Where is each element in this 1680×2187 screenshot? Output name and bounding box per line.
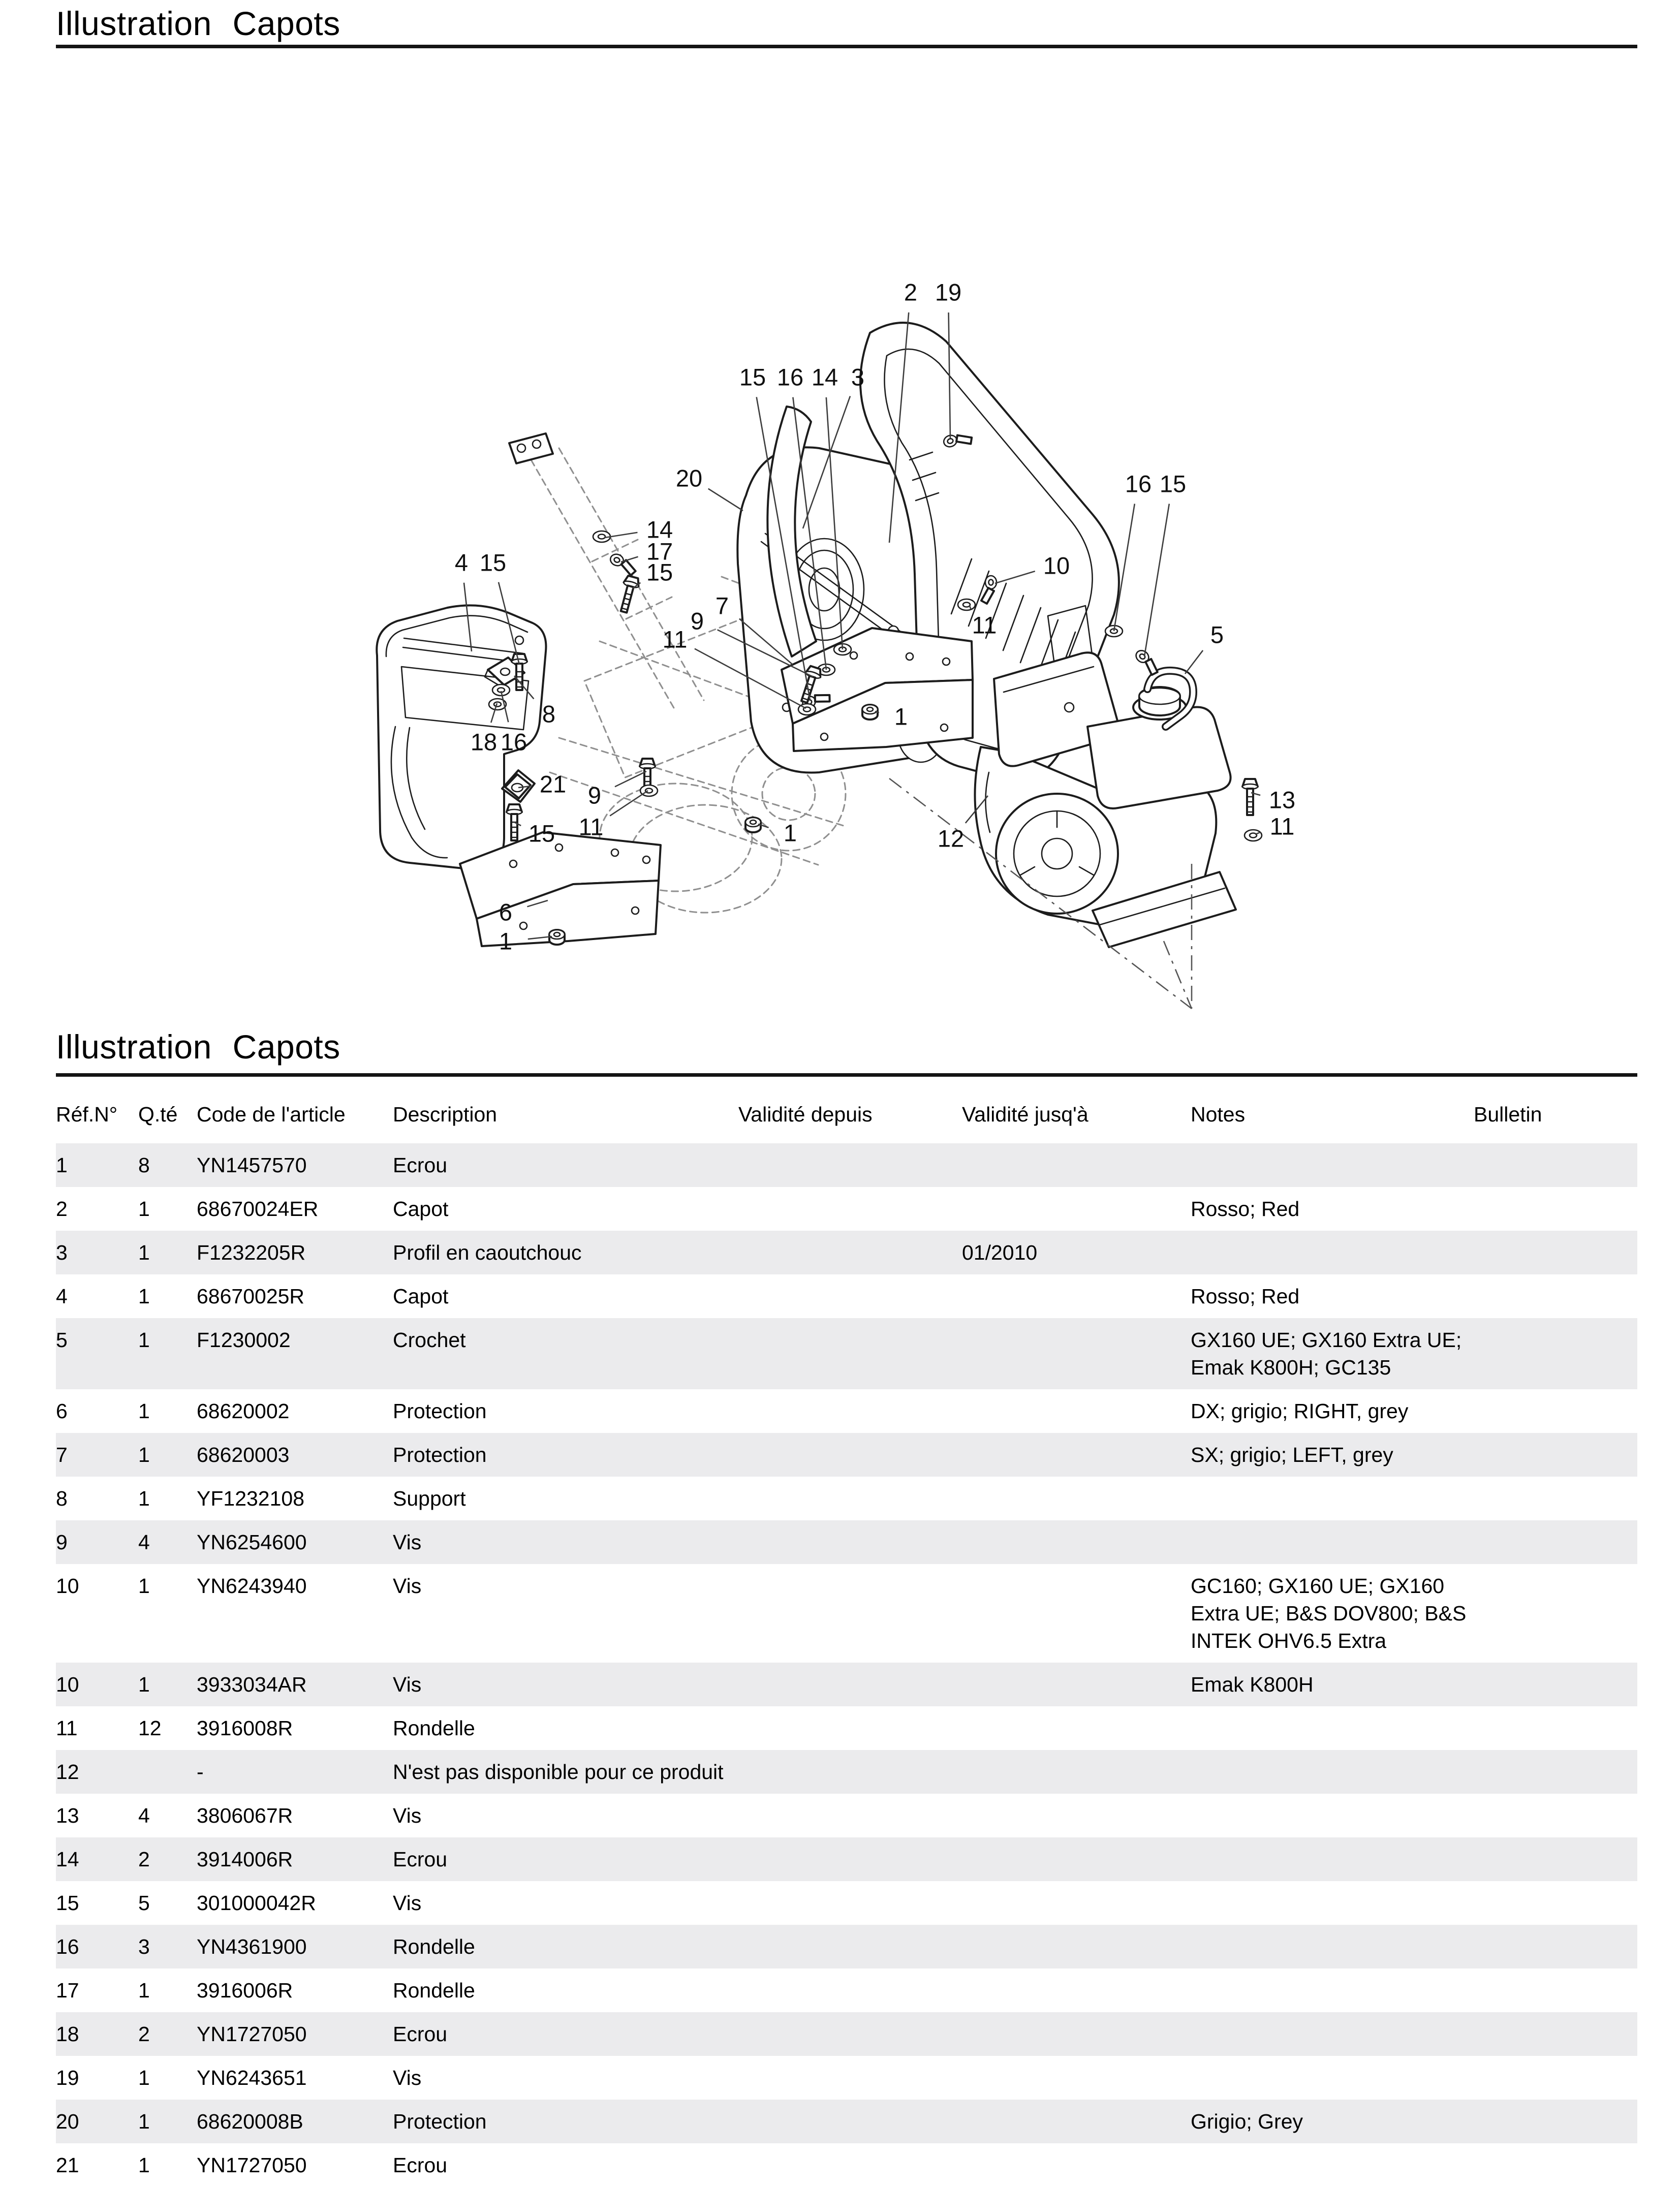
callout-number: 16	[776, 363, 804, 391]
callout-number: 3	[851, 363, 865, 391]
callout-number: 19	[935, 278, 962, 306]
cell-notes: SX; grigio; LEFT, grey	[1191, 1443, 1393, 1466]
cell-description: Vis	[393, 1673, 422, 1696]
cell-ref: 10	[56, 1574, 79, 1598]
cell-notes	[1191, 1750, 1474, 1794]
callout-number: 14	[811, 363, 838, 391]
cell-ref: 9	[56, 1530, 68, 1554]
cell-code: 301000042R	[197, 1891, 316, 1915]
cell-code: YN4361900	[197, 1935, 307, 1958]
cell-valid-to	[962, 1274, 1191, 1318]
cell-ref: 6	[56, 1399, 68, 1423]
table-row	[56, 1274, 1637, 1318]
table-row	[56, 1750, 1637, 1794]
table-row	[56, 1433, 1637, 1477]
cell-bulletin	[1474, 2100, 1637, 2143]
cell-code: 3916006R	[197, 1979, 293, 2002]
cell-description: Capot	[393, 1197, 449, 1221]
cell-notes	[1191, 1837, 1474, 1881]
cell-bulletin	[1474, 1706, 1637, 1750]
cell-notes	[1191, 1925, 1474, 1969]
cell-ref: 11	[56, 1716, 78, 1740]
cell-code: 3933034AR	[197, 1673, 307, 1696]
cell-ref: 5	[56, 1328, 68, 1352]
cell-valid-from	[738, 1969, 962, 2012]
cell-ref: 10	[56, 1673, 79, 1696]
cell-code: YN6243651	[197, 2066, 307, 2089]
cell-code: -	[197, 1760, 204, 1784]
exploded-diagram-canvas	[0, 51, 1680, 1019]
cell-qty: 1	[138, 2153, 150, 2177]
cell-qty: 1	[138, 1574, 150, 1598]
callout-leader-line	[708, 489, 743, 511]
cell-qty: 1	[138, 1399, 150, 1423]
cell-ref: 15	[56, 1891, 79, 1915]
cell-valid-to	[962, 1520, 1191, 1564]
callout-number: 15	[1159, 470, 1187, 497]
table-row	[56, 1794, 1637, 1837]
cell-qty: 1	[138, 1487, 150, 1510]
cell-qty: 3	[138, 1935, 150, 1958]
cell-notes	[1191, 2056, 1474, 2100]
cell-bulletin	[1474, 1520, 1637, 1564]
callout-number: 4	[454, 549, 469, 576]
cell-code: YN1727050	[197, 2153, 307, 2177]
table-header-row	[56, 1098, 1637, 1143]
cell-bulletin	[1474, 1389, 1637, 1433]
callout-number: 15	[739, 363, 766, 391]
cell-valid-to	[962, 2143, 1191, 2187]
cell-valid-from	[738, 1433, 962, 1477]
cell-qty: 4	[138, 1530, 150, 1554]
cell-notes	[1191, 1231, 1474, 1274]
callout-number: 15	[479, 549, 507, 576]
table-row	[56, 1231, 1637, 1274]
table-row	[56, 1969, 1637, 2012]
cell-valid-to: 01/2010	[962, 1241, 1038, 1264]
cell-code: YF1232108	[197, 1487, 305, 1510]
table-row	[56, 1520, 1637, 1564]
cell-description: Protection	[393, 1399, 487, 1423]
cell-valid-to	[962, 1881, 1191, 1925]
table-row	[56, 2100, 1637, 2143]
cell-code: 68670024ER	[197, 1197, 319, 1221]
cell-bulletin	[1474, 1274, 1637, 1318]
cell-description: Profil en caoutchouc	[393, 1241, 582, 1264]
table-row	[56, 1564, 1637, 1663]
cell-bulletin	[1474, 1881, 1637, 1925]
cell-qty: 1	[138, 1285, 150, 1308]
col-header-code: Code de l'article	[197, 1103, 346, 1126]
cell-ref: 7	[56, 1443, 68, 1466]
cell-description: Ecrou	[393, 1848, 448, 1871]
cell-ref: 20	[56, 2110, 79, 2133]
callout-number: 7	[715, 592, 729, 619]
cell-bulletin	[1474, 2056, 1637, 2100]
cell-description: Vis	[393, 1530, 422, 1554]
cell-valid-to	[962, 2100, 1191, 2143]
cell-description: N'est pas disponible pour ce produit	[393, 1760, 724, 1784]
cell-code: YN1457570	[197, 1153, 307, 1177]
cell-description: Ecrou	[393, 2022, 448, 2046]
exploded-diagram	[0, 51, 1680, 1019]
table-row	[56, 1837, 1637, 1881]
cell-qty: 4	[138, 1804, 150, 1827]
col-header-ref: Réf.N°	[56, 1103, 118, 1126]
callout-number: 13	[1268, 786, 1296, 814]
cell-code: 68670025R	[197, 1285, 305, 1308]
cell-description: Ecrou	[393, 2153, 448, 2177]
horizontal-rule	[56, 1073, 1637, 1077]
cell-valid-from	[738, 2012, 962, 2056]
cell-valid-to	[962, 1318, 1191, 1389]
cell-notes: DX; grigio; RIGHT, grey	[1191, 1399, 1409, 1423]
cell-notes	[1191, 1477, 1474, 1520]
cell-code: YN6254600	[197, 1530, 307, 1554]
callout-number: 21	[539, 770, 567, 798]
cell-bulletin	[1474, 2143, 1637, 2187]
cell-bulletin	[1474, 1143, 1637, 1187]
cell-bulletin	[1474, 1564, 1637, 1663]
cell-valid-from	[738, 1925, 962, 1969]
callout-number: 16	[1125, 470, 1152, 497]
cell-valid-from	[738, 1706, 962, 1750]
callout-number: 9	[690, 607, 704, 635]
cell-bulletin	[1474, 1231, 1637, 1274]
cell-bulletin	[1474, 1187, 1637, 1231]
cell-notes: Rosso; Red	[1191, 1197, 1300, 1221]
cell-valid-from	[738, 1794, 962, 1837]
callout-number: 5	[1210, 621, 1224, 648]
callout-number: 11	[578, 813, 604, 840]
cell-code: 3806067R	[197, 1804, 293, 1827]
cell-qty: 1	[138, 1443, 150, 1466]
cell-valid-to	[962, 1969, 1191, 2012]
cell-valid-from	[738, 1231, 962, 1274]
cell-qty: 8	[138, 1153, 150, 1177]
cell-notes	[1191, 1969, 1474, 2012]
callout-leader-line	[1144, 504, 1169, 657]
cell-bulletin	[1474, 1318, 1637, 1389]
cell-qty	[138, 1750, 197, 1794]
callout-number: 15	[646, 558, 673, 586]
callout-number: 15	[528, 820, 555, 847]
cell-valid-from	[738, 1318, 962, 1389]
cell-description: Rondelle	[393, 1716, 475, 1740]
cell-valid-from	[738, 1143, 962, 1187]
horizontal-rule	[56, 45, 1637, 48]
cell-qty: 1	[138, 1328, 150, 1352]
cell-valid-from	[738, 1837, 962, 1881]
cell-qty: 2	[138, 1848, 150, 1871]
cell-notes	[1191, 1881, 1474, 1925]
cell-valid-to	[962, 1564, 1191, 1663]
cell-valid-to	[962, 1706, 1191, 1750]
cell-valid-from	[738, 1520, 962, 1564]
cell-ref: 4	[56, 1285, 68, 1308]
cell-qty: 1	[138, 2066, 150, 2089]
table-row	[56, 2056, 1637, 2100]
cell-description: Protection	[393, 2110, 487, 2133]
cell-valid-from	[738, 2143, 962, 2187]
cell-valid-to	[962, 1663, 1191, 1706]
col-header-qty: Q.té	[138, 1103, 178, 1126]
cell-code: 68620003	[197, 1443, 290, 1466]
callout-number: 9	[587, 782, 602, 809]
cell-qty: 12	[138, 1716, 162, 1740]
cell-bulletin	[1474, 1969, 1637, 2012]
cell-valid-to	[962, 1187, 1191, 1231]
cell-notes	[1191, 1143, 1474, 1187]
cell-bulletin	[1474, 1433, 1637, 1477]
cell-notes: GX160 UE; GX160 Extra UE; Emak K800H; GC135	[1191, 1328, 1462, 1379]
cell-ref: 12	[56, 1760, 79, 1784]
cell-code: F1232205R	[197, 1241, 306, 1264]
cell-notes: Rosso; Red	[1191, 1285, 1300, 1308]
cell-description: Crochet	[393, 1328, 466, 1352]
cell-valid-to	[962, 1750, 1191, 1794]
cell-bulletin	[1474, 1663, 1637, 1706]
cell-valid-from	[738, 1389, 962, 1433]
cell-bulletin	[1474, 1794, 1637, 1837]
cell-description: Vis	[393, 1804, 422, 1827]
callout-number: 20	[675, 464, 703, 492]
callout-number: 18	[470, 728, 497, 756]
cell-qty: 1	[138, 1673, 150, 1696]
cell-valid-to	[962, 1794, 1191, 1837]
col-header-valid-from: Validité depuis	[738, 1103, 873, 1126]
cell-notes: GC160; GX160 UE; GX160 Extra UE; B&S DOV800; B&S INTEK OHV6.5 Extra	[1191, 1574, 1467, 1652]
cell-code: 3914006R	[197, 1848, 293, 1871]
table-row	[56, 1925, 1637, 1969]
cell-ref: 3	[56, 1241, 68, 1264]
cell-code: 68620008B	[197, 2110, 303, 2133]
callout-number: 6	[499, 898, 513, 926]
cell-valid-from	[738, 1274, 962, 1318]
cell-ref: 1	[56, 1153, 68, 1177]
cell-ref: 21	[56, 2153, 79, 2177]
cell-description: Capot	[393, 1285, 449, 1308]
cell-ref: 13	[56, 1804, 79, 1827]
cell-ref: 16	[56, 1935, 79, 1958]
cell-notes	[1191, 1520, 1474, 1564]
cell-qty: 1	[138, 1241, 150, 1264]
cell-description: Vis	[393, 1574, 422, 1598]
cell-description: Vis	[393, 1891, 422, 1915]
cell-ref: 17	[56, 1979, 79, 2002]
cell-notes	[1191, 2143, 1474, 2187]
col-header-valid-to: Validité jusq'à	[962, 1103, 1088, 1126]
col-header-bulletin: Bulletin	[1474, 1103, 1542, 1126]
cell-valid-to	[962, 2012, 1191, 2056]
table-row	[56, 1881, 1637, 1925]
parts-table	[56, 1098, 1637, 2187]
section-title: Illustration Capots	[56, 5, 340, 42]
cell-ref: 8	[56, 1487, 68, 1510]
cell-description: Protection	[393, 1443, 487, 1466]
cell-valid-from	[738, 1564, 962, 1663]
cell-qty: 5	[138, 1891, 150, 1915]
table-row	[56, 1143, 1637, 1187]
cell-qty: 2	[138, 2022, 150, 2046]
callout-number: 14	[646, 516, 673, 543]
cell-ref: 14	[56, 1848, 79, 1871]
callout-number: 17	[646, 538, 673, 565]
cell-notes	[1191, 1794, 1474, 1837]
cell-description: Rondelle	[393, 1979, 475, 2002]
callout-number: 1	[894, 703, 908, 730]
table-row	[56, 1187, 1637, 1231]
cell-valid-from	[738, 1477, 962, 1520]
section-title: Illustration Capots	[56, 1028, 340, 1066]
callout-number: 11	[662, 626, 688, 653]
cell-bulletin	[1474, 1477, 1637, 1520]
col-header-description: Description	[393, 1103, 497, 1126]
callout-number: 10	[1043, 552, 1070, 579]
cell-valid-to	[962, 1477, 1191, 1520]
cell-bulletin	[1474, 2012, 1637, 2056]
table-row	[56, 2012, 1637, 2056]
cell-code: YN6243940	[197, 1574, 307, 1598]
cell-code: 68620002	[197, 1399, 290, 1423]
cell-valid-to	[962, 1389, 1191, 1433]
callout-leader-line	[615, 771, 646, 787]
cell-qty: 1	[138, 1979, 150, 2002]
cell-notes	[1191, 2012, 1474, 2056]
cell-valid-to	[962, 2056, 1191, 2100]
table-row	[56, 1318, 1637, 1389]
cell-ref: 19	[56, 2066, 79, 2089]
cell-valid-from	[738, 2056, 962, 2100]
col-header-notes: Notes	[1191, 1103, 1246, 1126]
cell-code: 3916008R	[197, 1716, 293, 1740]
cell-valid-to	[962, 1925, 1191, 1969]
cell-description: Vis	[393, 2066, 422, 2089]
table-row	[56, 1477, 1637, 1520]
cell-code: F1230002	[197, 1328, 291, 1352]
cell-code: YN1727050	[197, 2022, 307, 2046]
cell-valid-to	[962, 1143, 1191, 1187]
table-row	[56, 2143, 1637, 2187]
parts-table-body	[56, 1143, 1637, 2187]
cell-valid-from	[738, 1187, 962, 1231]
table-row	[56, 1389, 1637, 1433]
cell-valid-from	[738, 1881, 962, 1925]
cell-description: Support	[393, 1487, 466, 1510]
callout-number: 11	[972, 611, 997, 639]
cell-bulletin	[1474, 1925, 1637, 1969]
callout-number: 2	[904, 278, 918, 306]
cell-notes	[1191, 1706, 1474, 1750]
cell-valid-from	[738, 1663, 962, 1706]
cell-description: Rondelle	[393, 1935, 475, 1958]
callout-leader-line	[1185, 650, 1203, 674]
cell-bulletin	[1474, 1837, 1637, 1881]
callout-number: 8	[542, 700, 556, 728]
table-row	[56, 1706, 1637, 1750]
cell-ref: 18	[56, 2022, 79, 2046]
callout-number: 1	[783, 819, 797, 847]
cell-notes: Grigio; Grey	[1191, 2110, 1303, 2133]
cell-notes: Emak K800H	[1191, 1673, 1314, 1696]
cell-valid-to	[962, 1837, 1191, 1881]
cell-valid-from	[738, 1750, 962, 1794]
cell-valid-from	[738, 2100, 962, 2143]
callout-number: 12	[937, 825, 965, 852]
cell-bulletin	[1474, 1750, 1637, 1794]
cell-ref: 2	[56, 1197, 68, 1221]
cell-qty: 1	[138, 1197, 150, 1221]
callout-number: 16	[500, 728, 527, 756]
table-row	[56, 1663, 1637, 1706]
cell-qty: 1	[138, 2110, 150, 2133]
callout-number: 1	[499, 927, 513, 955]
callout-number: 11	[1269, 813, 1295, 840]
cell-description: Ecrou	[393, 1153, 448, 1177]
cell-valid-to	[962, 1433, 1191, 1477]
